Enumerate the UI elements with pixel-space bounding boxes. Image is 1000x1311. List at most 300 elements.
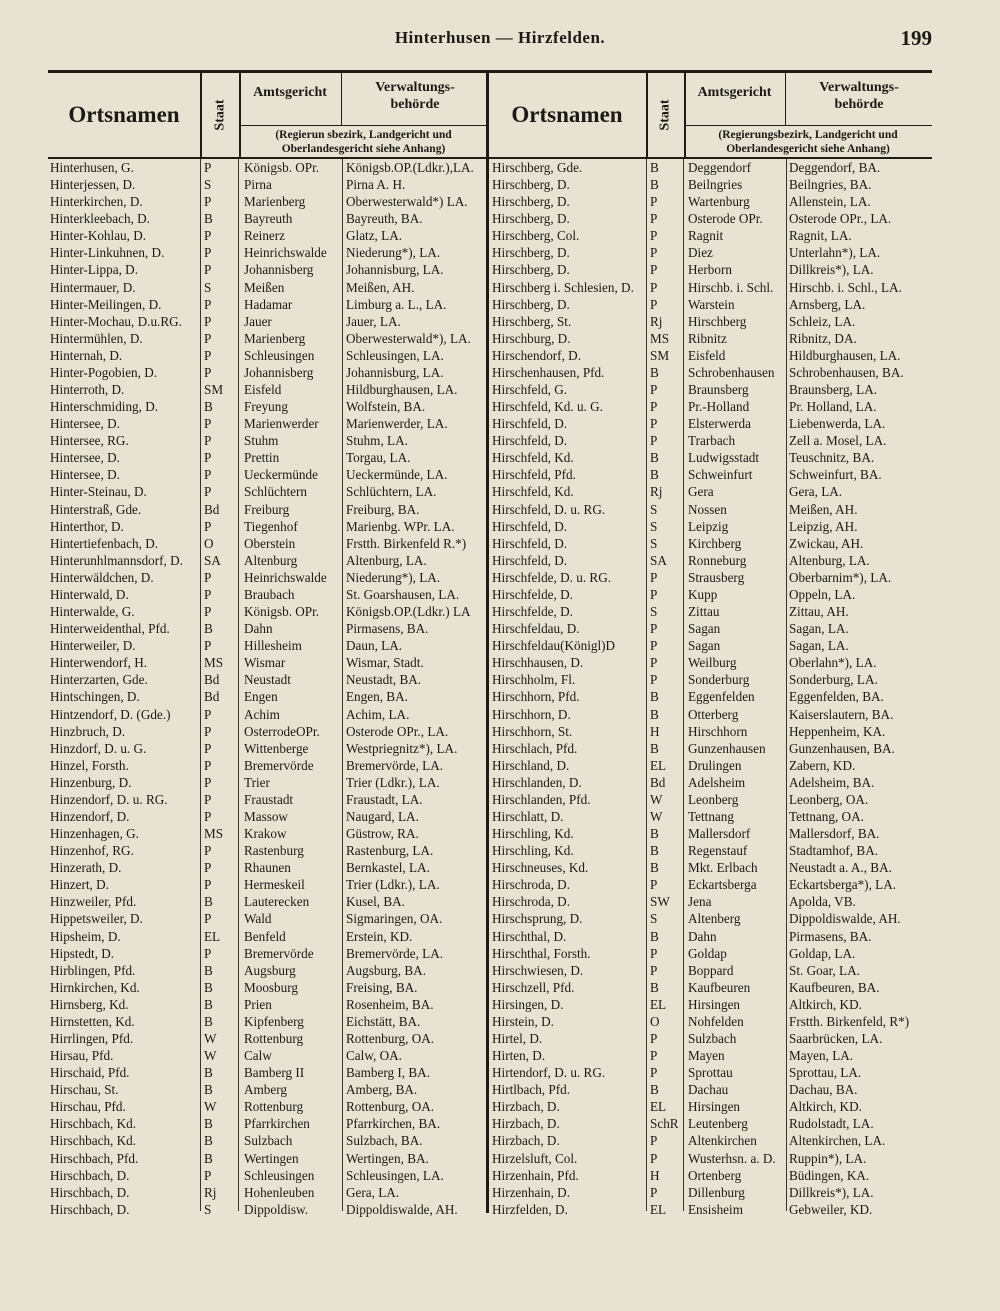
ortsname-cell: Hinterweidenthal, Pfd.: [50, 621, 170, 637]
ortsname-cell: Hirschberg, D.: [492, 245, 570, 261]
staat-cell: P: [204, 791, 212, 807]
staat-cell: EL: [650, 1201, 667, 1217]
staat-cell: P: [650, 228, 658, 244]
verwaltung-cell: Dippoldiswalde, AH.: [789, 911, 901, 927]
verwaltung-cell: Meißen, AH.: [789, 501, 858, 517]
verwaltung-cell: Büdingen, KA.: [789, 1167, 870, 1183]
ortsname-cell: Hintertiefenbach, D.: [50, 535, 159, 551]
staat-cell: P: [650, 433, 658, 449]
verwaltung-cell: Wismar, Stadt.: [346, 655, 424, 671]
ortsname-cell: Hirschthal, Forsth.: [492, 945, 591, 961]
staat-cell: EL: [204, 928, 221, 944]
staat-cell: P: [204, 433, 212, 449]
ortsname-cell: Hirschfeld, G.: [492, 382, 568, 398]
staat-cell: B: [650, 740, 659, 756]
ortsname-cell: Hirzbach, D.: [492, 1099, 560, 1115]
amtsgericht-cell: Marienwerder: [244, 416, 319, 432]
amtsgericht-cell: Ensisheim: [688, 1201, 743, 1217]
staat-cell: P: [650, 245, 658, 261]
verwaltung-cell: Teuschnitz, BA.: [789, 450, 875, 466]
ortsname-cell: Hirschbach, D.: [50, 1167, 130, 1183]
verwaltung-cell: Stadtamhof, BA.: [789, 843, 879, 859]
ortsname-cell: Hinterschmiding, D.: [50, 399, 159, 415]
staat-cell: P: [204, 740, 212, 756]
table-row: [48, 1167, 488, 1184]
amtsgericht-cell: Wartenburg: [688, 194, 750, 210]
table-row: [48, 398, 488, 415]
ortsname-cell: Hintschingen, D.: [50, 689, 140, 705]
staat-cell: P: [650, 416, 658, 432]
amtsgericht-cell: Diez: [688, 245, 713, 261]
ortsname-cell: Hirschwiesen, D.: [492, 962, 584, 978]
staat-cell: P: [650, 1048, 658, 1064]
amtsgericht-cell: Hirsingen: [688, 996, 741, 1012]
amtsgericht-cell: Stuhm: [244, 433, 279, 449]
ortsname-cell: Hinternah, D.: [50, 347, 123, 363]
amtsgericht-cell: Leutenberg: [688, 1116, 748, 1132]
staat-cell: P: [204, 364, 212, 380]
verwaltung-cell: Kaufbeuren, BA.: [789, 979, 880, 995]
table-row: [48, 159, 488, 176]
amtsgericht-cell: Oberstein: [244, 535, 296, 551]
table-row: [48, 603, 488, 620]
staat-cell: P: [650, 638, 658, 654]
table-row: [48, 1201, 488, 1218]
table-row: [48, 569, 488, 586]
verwaltung-cell: Gera, LA.: [789, 484, 843, 500]
ortsname-cell: Hintersee, D.: [50, 467, 120, 483]
amtsgericht-cell: Sulzbach: [244, 1133, 293, 1149]
ortsname-cell: Hinzel, Forsth.: [50, 757, 129, 773]
staat-cell: S: [650, 535, 658, 551]
ortsname-cell: Hirzfelden, D.: [492, 1201, 568, 1217]
verwaltung-cell: Ribnitz, DA.: [789, 330, 857, 346]
verwaltung-cell: Bamberg I, BA.: [346, 1065, 430, 1081]
verwaltung-cell: Bernkastel, LA.: [346, 860, 430, 876]
verwaltung-cell: Kaiserslautern, BA.: [789, 706, 894, 722]
staat-cell: P: [650, 1133, 658, 1149]
ortsname-cell: Hinterhusen, G.: [50, 160, 134, 175]
ortsname-cell: Hirrlingen, Pfd.: [50, 1030, 134, 1046]
ortsname-cell: Hirnsberg, Kd.: [50, 996, 129, 1012]
verwaltung-cell: Dippoldiswalde, AH.: [346, 1201, 458, 1217]
staat-cell: P: [650, 586, 658, 602]
amtsgericht-cell: Mkt. Erlbach: [688, 860, 758, 876]
table-row: [48, 945, 488, 962]
verwaltung-cell: Gebweiler, KD.: [789, 1201, 873, 1217]
table-row: [488, 859, 932, 876]
running-head: [0, 28, 1000, 52]
staat-cell: S: [650, 911, 658, 927]
ortsname-cell: Hirtendorf, D. u. RG.: [492, 1065, 606, 1081]
ortsname-cell: Hirschroda, D.: [492, 877, 571, 893]
staat-cell: P: [650, 569, 658, 585]
verwaltung-cell: Sprottau, LA.: [789, 1065, 862, 1081]
staat-cell: S: [204, 279, 212, 295]
staat-cell: B: [204, 1116, 213, 1132]
staat-cell: P: [650, 382, 658, 398]
ortsname-cell: Hintersee, RG.: [50, 433, 129, 449]
staat-cell: P: [204, 860, 212, 876]
staat-cell: P: [650, 1184, 658, 1200]
ortsname-cell: Hirschzell, Pfd.: [492, 979, 575, 995]
table-row: [488, 671, 932, 688]
verwaltung-cell: Leonberg, OA.: [789, 791, 869, 807]
amtsgericht-cell: Lauterecken: [244, 894, 310, 910]
verwaltung-cell: Limburg a. L., LA.: [346, 296, 447, 312]
staat-cell: P: [650, 962, 658, 978]
ortsname-cell: Hirtel, D.: [492, 1030, 543, 1046]
table-row: [48, 415, 488, 432]
ortsname-cell: Hirtlbach, Pfd.: [492, 1082, 571, 1098]
table-row: [48, 1150, 488, 1167]
table-row: [48, 962, 488, 979]
ortsname-cell: Hirschfelde, D.: [492, 604, 573, 620]
ortsname-cell: Hirzbach, D.: [492, 1116, 560, 1132]
staat-cell: Bd: [204, 672, 220, 688]
table-row: [488, 483, 932, 500]
amtsgericht-cell: Mallersdorf: [688, 826, 751, 842]
ortsname-cell: Hipsheim, D.: [50, 928, 121, 944]
verwaltung-cell: Ueckermünde, LA.: [346, 467, 448, 483]
verwaltung-cell: Dillkreis*), LA.: [789, 1184, 874, 1200]
ortsname-cell: Hirten, D.: [492, 1048, 546, 1064]
verwaltung-cell: Hirschb. i. Schl., LA.: [789, 279, 902, 295]
table-row: [488, 535, 932, 552]
verwaltung-cell: Eichstätt, BA.: [346, 1013, 421, 1029]
header-ortsnamen: Ortsnamen: [511, 102, 623, 127]
verwaltung-cell: Zwickau, AH.: [789, 535, 864, 551]
table-row: [48, 893, 488, 910]
table-row: [48, 1047, 488, 1064]
table-row: [488, 1047, 932, 1064]
verwaltung-cell: Altenkirchen, LA.: [789, 1133, 886, 1149]
amtsgericht-cell: Tiegenhof: [244, 518, 298, 534]
table-row: [48, 1115, 488, 1132]
verwaltung-cell: Zabern, KD.: [789, 757, 856, 773]
staat-cell: P: [204, 911, 212, 927]
verwaltung-cell: Neustadt, BA.: [346, 672, 422, 688]
table-row: [488, 279, 932, 296]
staat-cell: P: [204, 296, 212, 312]
table-row: [488, 313, 932, 330]
ortsname-cell: Hinterkleebach, D.: [50, 211, 150, 227]
amtsgericht-cell: Hillesheim: [244, 638, 302, 654]
amtsgericht-cell: Sonderburg: [688, 672, 750, 688]
staat-cell: B: [204, 1150, 213, 1166]
ortsname-cell: Hintersee, D.: [50, 450, 120, 466]
table-header-left: [48, 73, 488, 159]
table-row: [488, 637, 932, 654]
ortsname-cell: Hinterweiler, D.: [50, 638, 136, 654]
ortsname-cell: Hirschlach, Pfd.: [492, 740, 578, 756]
verwaltung-cell: St. Goarshausen, LA.: [346, 586, 460, 602]
amtsgericht-cell: Rastenburg: [244, 843, 304, 859]
verwaltung-cell: Westpriegnitz*), LA.: [346, 740, 458, 756]
staat-cell: B: [204, 1013, 213, 1029]
staat-cell: W: [204, 1048, 217, 1064]
table-row: [48, 740, 488, 757]
verwaltung-cell: Oberwesterwald*) LA.: [346, 194, 468, 210]
table-row: [488, 432, 932, 449]
amtsgericht-cell: Kipfenberg: [244, 1013, 304, 1029]
verwaltung-cell: Rottenburg, OA.: [346, 1030, 435, 1046]
amtsgericht-cell: Kupp: [688, 586, 718, 602]
ortsname-cell: Hirschfeld, Kd. u. G.: [492, 399, 603, 415]
ortsname-cell: Hirschberg, Gde.: [492, 160, 583, 175]
table-row: [48, 244, 488, 261]
verwaltung-cell: Eggenfelden, BA.: [789, 689, 884, 705]
header-verwaltungsbehoerde: Verwaltungs- behörde: [375, 80, 455, 112]
amtsgericht-cell: Ueckermünde: [244, 467, 318, 483]
ortsname-cell: Hintzendorf, D. (Gde.): [50, 706, 171, 722]
amtsgericht-cell: Ludwigsstadt: [688, 450, 760, 466]
verwaltung-cell: Sulzbach, BA.: [346, 1133, 423, 1149]
amtsgericht-cell: Dahn: [688, 928, 717, 944]
table-row: [48, 1098, 488, 1115]
staat-cell: P: [204, 416, 212, 432]
amtsgericht-cell: Bamberg II: [244, 1065, 305, 1081]
ortsname-cell: Hirschfeld, D.: [492, 416, 568, 432]
staat-cell: P: [204, 843, 212, 859]
verwaltung-cell: Frstth. Birkenfeld R.*): [346, 535, 467, 551]
amtsgericht-cell: Königsb. OPr.: [244, 604, 320, 620]
table-row: [48, 910, 488, 927]
table-row: [488, 415, 932, 432]
amtsgericht-cell: Otterberg: [688, 706, 739, 722]
table-row: [48, 296, 488, 313]
verwaltung-cell: Glatz, LA.: [346, 228, 403, 244]
staat-cell: P: [204, 604, 212, 620]
header-ortsnamen: Ortsnamen: [68, 102, 180, 127]
table-row: [488, 757, 932, 774]
staat-cell: P: [204, 228, 212, 244]
staat-cell: P: [650, 672, 658, 688]
staat-cell: Rj: [650, 313, 663, 329]
staat-cell: P: [650, 279, 658, 295]
ortsname-cell: Hirstein, D.: [492, 1013, 554, 1029]
ortsname-cell: Hintersee, D.: [50, 416, 120, 432]
ortsname-cell: Hinzenhof, RG.: [50, 843, 134, 859]
ortsname-cell: Hirschlanden, D.: [492, 774, 582, 790]
amtsgericht-cell: Ribnitz: [688, 330, 727, 346]
ortsname-cell: Hirschsprung, D.: [492, 911, 583, 927]
staat-cell: P: [204, 723, 212, 739]
amtsgericht-cell: Warstein: [688, 296, 735, 312]
table-row: [488, 945, 932, 962]
amtsgericht-cell: Pr.-Holland: [688, 399, 750, 415]
table-row: [488, 620, 932, 637]
table-row: [488, 740, 932, 757]
staat-cell: P: [204, 1167, 212, 1183]
amtsgericht-cell: Jena: [688, 894, 712, 910]
amtsgericht-cell: Eggenfelden: [688, 689, 755, 705]
table-row: [488, 193, 932, 210]
ortsname-cell: Hirschfeldau(Königl)D: [492, 638, 616, 654]
ortsname-cell: Hirschau, St.: [50, 1082, 119, 1098]
amtsgericht-cell: Schleusingen: [244, 1167, 315, 1183]
verwaltung-cell: Pirmasens, BA.: [346, 621, 429, 637]
amtsgericht-cell: Sagan: [688, 621, 721, 637]
amtsgericht-cell: Gera: [688, 484, 714, 500]
amtsgericht-cell: Regenstauf: [688, 843, 748, 859]
amtsgericht-cell: Achim: [244, 706, 280, 722]
table-row: [48, 723, 488, 740]
staat-cell: W: [650, 791, 663, 807]
staat-cell: B: [650, 706, 659, 722]
verwaltung-cell: Gera, LA.: [346, 1184, 400, 1200]
ortsname-cell: Hirschbach, Kd.: [50, 1116, 137, 1132]
amtsgericht-cell: Drulingen: [688, 757, 742, 773]
verwaltung-cell: Allenstein, LA.: [789, 194, 871, 210]
verwaltung-cell: Frstth. Birkenfeld, R*): [789, 1013, 910, 1029]
ortsname-cell: Hirschholm, Fl.: [492, 672, 576, 688]
verwaltung-cell: Torgau, LA.: [346, 450, 411, 466]
table-row: [48, 364, 488, 381]
ortsname-cell: Hirschendorf, D.: [492, 347, 581, 363]
table-row: [48, 432, 488, 449]
table-row: [488, 210, 932, 227]
amtsgericht-cell: Amberg: [244, 1082, 287, 1098]
table-row: [48, 210, 488, 227]
amtsgericht-cell: Braubach: [244, 586, 295, 602]
staat-cell: B: [204, 1133, 213, 1149]
verwaltung-cell: Sagan, LA.: [789, 621, 849, 637]
verwaltung-cell: Pr. Holland, LA.: [789, 399, 877, 415]
staat-cell: P: [204, 330, 212, 346]
amtsgericht-cell: Augsburg: [244, 962, 296, 978]
amtsgericht-cell: Altenkirchen: [688, 1133, 757, 1149]
staat-cell: EL: [650, 1099, 667, 1115]
amtsgericht-cell: Rottenburg: [244, 1099, 304, 1115]
amtsgericht-cell: Eckartsberga: [688, 877, 757, 893]
table-row: [48, 928, 488, 945]
ortsname-cell: Hintermauer, D.: [50, 279, 136, 295]
verwaltung-cell: Rosenheim, BA.: [346, 996, 434, 1012]
staat-cell: B: [650, 1082, 659, 1098]
table-row: [48, 757, 488, 774]
verwaltung-cell: Schleusingen, LA.: [346, 1167, 444, 1183]
staat-cell: P: [204, 638, 212, 654]
amtsgericht-cell: Prien: [244, 996, 272, 1012]
staat-cell: P: [204, 569, 212, 585]
ortsname-cell: Hinter-Lippa, D.: [50, 262, 138, 278]
ortsname-cell: Hirschberg i. Schlesien, D.: [492, 279, 634, 295]
amtsgericht-cell: Johannisberg: [244, 364, 314, 380]
amtsgericht-cell: Beilngries: [688, 177, 743, 193]
amtsgericht-cell: Elsterwerda: [688, 416, 751, 432]
amtsgericht-cell: Heinrichswalde: [244, 569, 327, 585]
ortsname-cell: Hirschfeld, D.: [492, 518, 568, 534]
verwaltung-cell: Apolda, VB.: [789, 894, 856, 910]
right-rows: [488, 159, 932, 1218]
ortsname-cell: Hirschhausen, D.: [492, 655, 584, 671]
verwaltung-cell: Rudolstadt, LA.: [789, 1116, 874, 1132]
ortsname-cell: Hirschbach, Kd.: [50, 1133, 137, 1149]
ortsname-cell: Hirschthal, D.: [492, 928, 567, 944]
ortsname-cell: Hirschfeld, Kd.: [492, 484, 574, 500]
table-row: [488, 364, 932, 381]
amtsgericht-cell: Marienberg: [244, 194, 306, 210]
table-row: [48, 996, 488, 1013]
table-row: [48, 347, 488, 364]
table-row: [488, 1030, 932, 1047]
verwaltung-cell: Kusel, BA.: [346, 894, 405, 910]
table-row: [488, 688, 932, 705]
verwaltung-cell: Bremervörde, LA.: [346, 757, 444, 773]
amtsgericht-cell: Calw: [244, 1048, 272, 1064]
table-row: [48, 449, 488, 466]
amtsgericht-cell: Altenburg: [244, 552, 298, 568]
amtsgericht-cell: Adelsheim: [688, 774, 746, 790]
verwaltung-cell: Königsb.OP.(Ldkr.),LA.: [346, 160, 474, 175]
verwaltung-cell: Saarbrücken, LA.: [789, 1030, 883, 1046]
table-row: [48, 483, 488, 500]
ortsname-cell: Hinterstraß, Gde.: [50, 501, 142, 517]
table-row: [488, 176, 932, 193]
staat-cell: S: [650, 501, 658, 517]
staat-cell: B: [204, 211, 213, 227]
amtsgericht-cell: Eisfeld: [244, 382, 282, 398]
table-row: [488, 774, 932, 791]
verwaltung-cell: Meißen, AH.: [346, 279, 415, 295]
staat-cell: S: [650, 604, 658, 620]
staat-cell: B: [204, 894, 213, 910]
amtsgericht-cell: Deggendorf: [688, 160, 751, 175]
staat-cell: B: [204, 979, 213, 995]
staat-cell: B: [204, 1065, 213, 1081]
ortsname-cell: Hirschfeldau, D.: [492, 621, 580, 637]
amtsgericht-cell: Hermeskeil: [244, 877, 305, 893]
table-row: [488, 244, 932, 261]
ortsname-cell: Hinterzarten, Gde.: [50, 672, 148, 688]
ortsname-cell: Hirnkirchen, Kd.: [50, 979, 140, 995]
staat-cell: P: [204, 586, 212, 602]
amtsgericht-cell: Wismar: [244, 655, 286, 671]
staat-cell: P: [204, 262, 212, 278]
ortsname-cell: Hirschfeld, D.: [492, 552, 568, 568]
verwaltung-cell: Freiburg, BA.: [346, 501, 420, 517]
amtsgericht-cell: Kirchberg: [688, 535, 742, 551]
verwaltung-cell: Niederung*), LA.: [346, 245, 441, 261]
amtsgericht-cell: Hohenleuben: [244, 1184, 315, 1200]
staat-cell: P: [650, 211, 658, 227]
ortsname-cell: Hirschaid, Pfd.: [50, 1065, 130, 1081]
table-row: [48, 261, 488, 278]
verwaltung-cell: Unterlahn*), LA.: [789, 245, 881, 261]
ortsname-cell: Hirschburg, D.: [492, 330, 571, 346]
table-row: [488, 1167, 932, 1184]
table-row: [488, 1115, 932, 1132]
table-row: [48, 586, 488, 603]
ortsname-cell: Hinterthor, D.: [50, 518, 124, 534]
verwaltung-cell: Sagan, LA.: [789, 638, 849, 654]
table-row: [488, 654, 932, 671]
amtsgericht-cell: Ronneburg: [688, 552, 747, 568]
verwaltung-cell: Augsburg, BA.: [346, 962, 426, 978]
amtsgericht-cell: Ortenberg: [688, 1167, 742, 1183]
left-column-block: [48, 73, 488, 1217]
ortsname-cell: Hirschberg, D.: [492, 194, 570, 210]
staat-cell: SchR: [650, 1116, 679, 1132]
staat-cell: EL: [650, 996, 667, 1012]
amtsgericht-cell: Wertingen: [244, 1150, 299, 1166]
table-row: [48, 1030, 488, 1047]
amtsgericht-cell: Johannisberg: [244, 262, 314, 278]
ortsname-cell: Hinzerath, D.: [50, 860, 122, 876]
table-row: [488, 1201, 932, 1218]
page-number: 199: [900, 26, 932, 50]
